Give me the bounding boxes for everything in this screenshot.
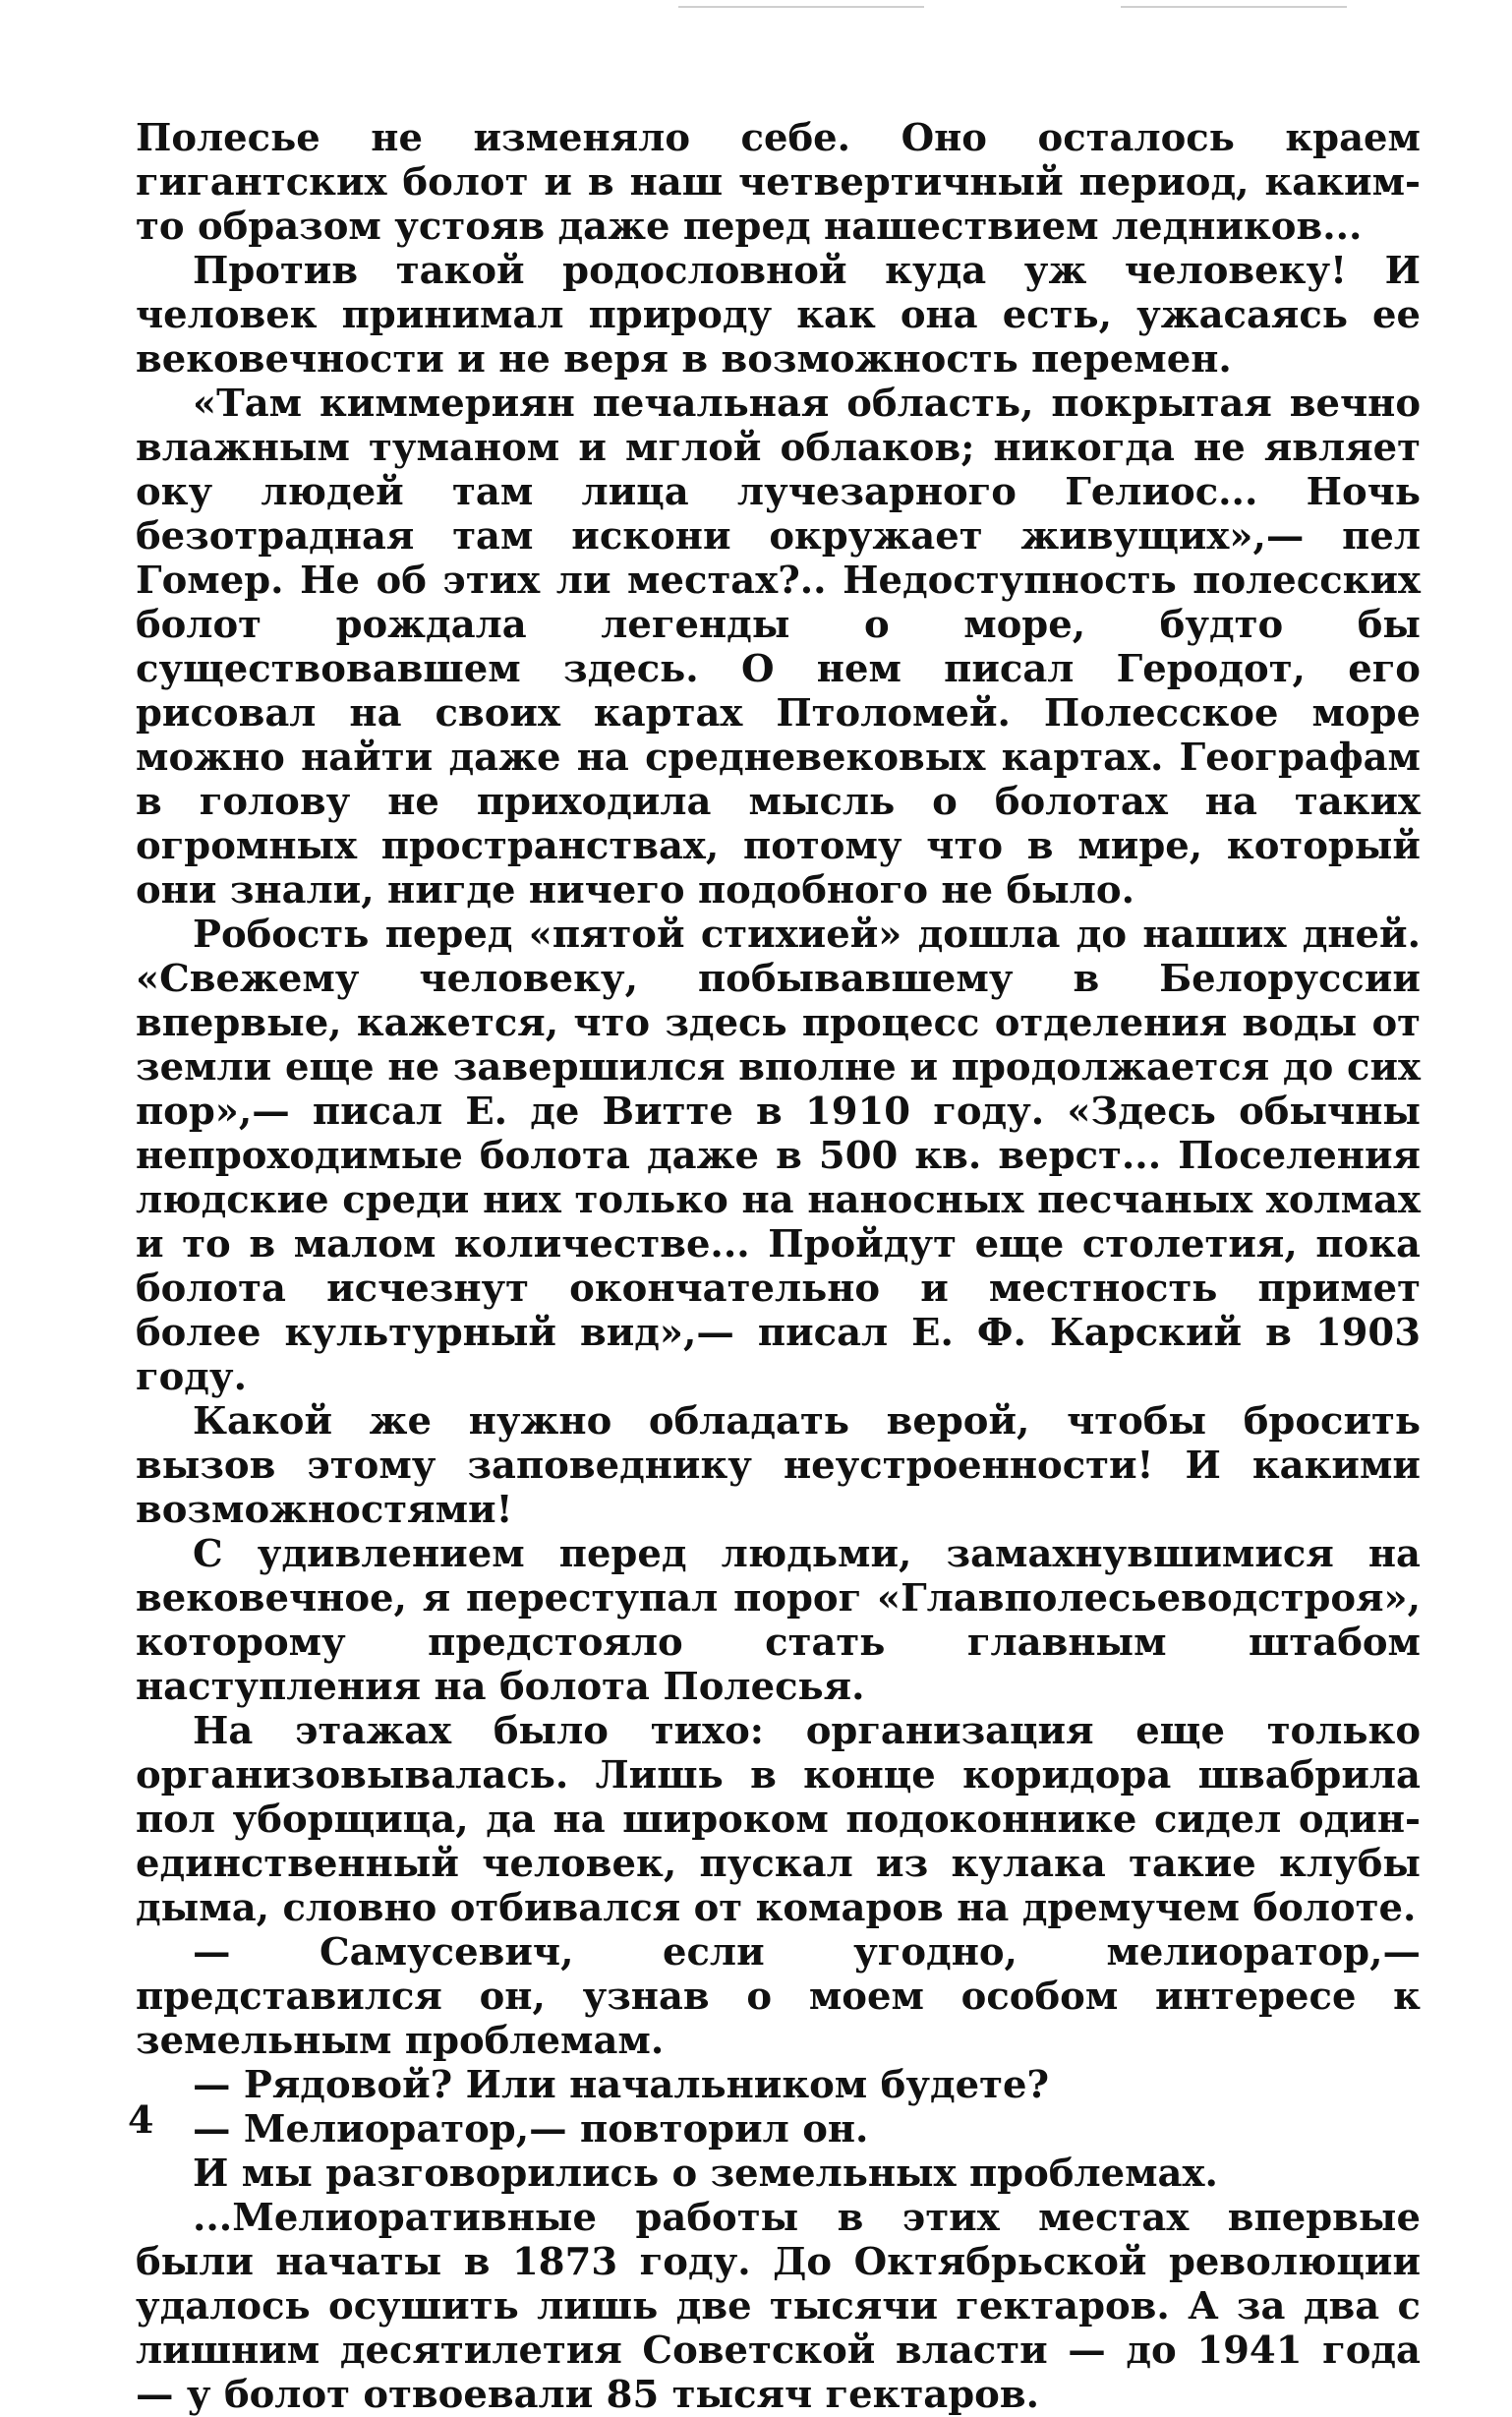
paragraph: Какой же нужно обладать верой, чтобы бросить вызов этому заповеднику неустроенности! И какими возможностями! bbox=[136, 1399, 1421, 1532]
scan-artifact-line bbox=[1121, 6, 1347, 8]
paragraph: ...Мелиоративные работы в этих местах впервые были начаты в 1873 году. До Октябрьской революции удалось осушить лишь две тысячи гектаров. А за два с лишним десятилетия Советской власти — до 1941 года — у болот отвоевали 85 тысяч гектаров. bbox=[136, 2196, 1421, 2417]
scan-artifact-line bbox=[678, 6, 924, 8]
dialogue-line: — Рядовой? Или начальником будете? bbox=[193, 2063, 1050, 2107]
paragraph: И мы разговорились о земельных проблемах. bbox=[193, 2152, 1218, 2196]
paragraph: Робость перед «пятой стихией» дошла до наших дней. «Свежему человеку, побывавшему в Белоруссии впервые, кажется, что здесь процесс отделения воды от земли еще не завершился вполне и продолжается до сих пор»,— писал Е. де Витте в 1910 году. «Здесь обычны непроходимые болота даже в 500 кв. верст... Поселения людские среди них только на наносных песчаных холмах и то в малом количестве... Пройдут еще столетия, пока болота исчезнут окончательно и местность примет более культурный вид»,— писал Е. Ф. Карский в 1903 году. bbox=[136, 913, 1421, 1399]
paragraph: Полесье не изменяло себе. Оно осталось краем гигантских болот и в наш четвертичный период, каким-то образом устояв даже перед нашествием ледников... bbox=[136, 116, 1421, 249]
paragraph: Против такой родословной куда уж человеку! И человек принимал природу как она есть, ужасаясь ее вековечности и не веря в возможность перемен. bbox=[136, 249, 1421, 382]
body-text bbox=[136, 116, 1421, 2417]
page-number: 4 bbox=[128, 2097, 154, 2142]
paragraph: С удивлением перед людьми, замахнувшимися на вековечное, я переступал порог «Главполесьеводстроя», которому предстояло стать главным штабом наступления на болота Полесья. bbox=[136, 1532, 1421, 1709]
dialogue-line: — Мелиоратор,— повторил он. bbox=[193, 2107, 869, 2152]
paragraph: На этажах было тихо: организация еще только организовывалась. Лишь в конце коридора швабрила пол уборщица, да на широком подоконнике сидел один-единственный человек, пускал из кулака такие клубы дыма, словно отбивался от комаров на дремучем болоте. bbox=[136, 1709, 1421, 1930]
paragraph: «Там киммериян печальная область, покрытая вечно влажным туманом и мглой облаков; никогда не являет оку людей там лица лучезарного Гелиос... Ночь безотрадная там искони окружает живущих»,— пел Гомер. Не об этих ли местах?.. Недоступность полесских болот рождала легенды о море, будто бы существовавшем здесь. О нем писал Геродот, его рисовал на своих картах Птоломей. Полесское море можно найти даже на средневековых картах. Географам в голову не приходила мысль о болотах на таких огромных пространствах, потому что в мире, который они знали, нигде ничего подобного не было. bbox=[136, 382, 1421, 913]
dialogue-line: — Самусевич, если угодно, мелиоратор,— представился он, узнав о моем особом интересе к земельным проблемам. bbox=[136, 1930, 1421, 2063]
